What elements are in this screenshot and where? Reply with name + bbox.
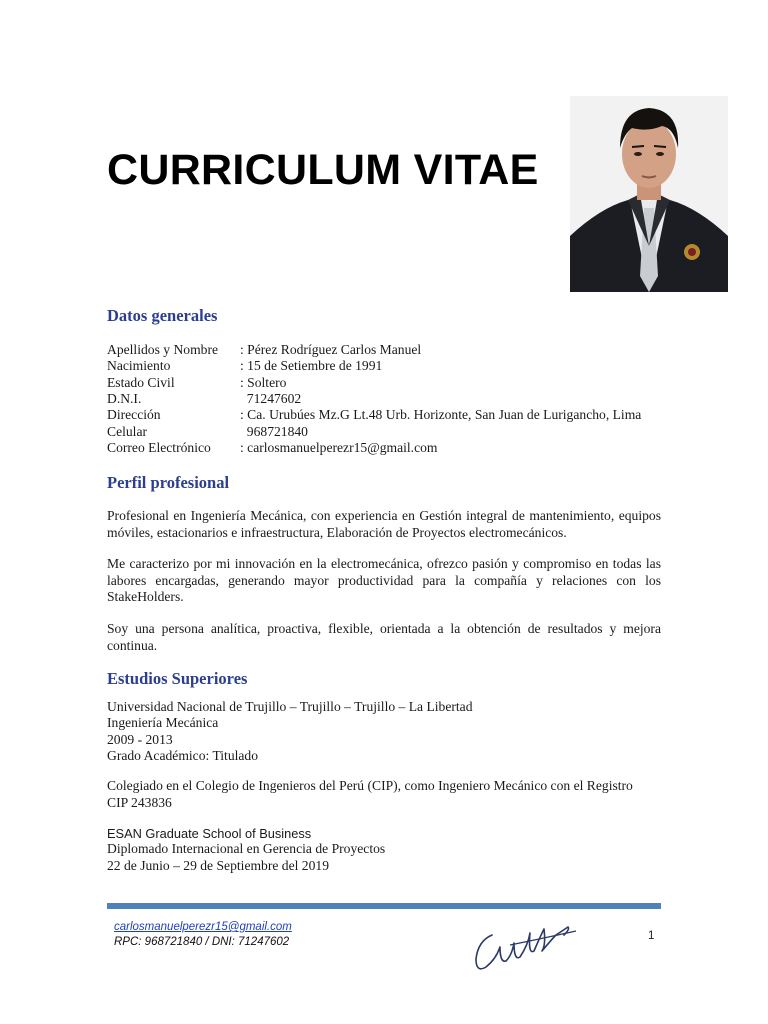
footer-divider xyxy=(107,903,661,909)
info-value: : carlosmanuelperezr15@gmail.com xyxy=(240,440,438,455)
cip-registration: Colegiado en el Colegio de Ingenieros del Perú (CIP), como Ingeniero Mecánico con el Registro CIP 243836 xyxy=(107,778,633,810)
education-diploma: Diplomado Internacional en Gerencia de Proyectos xyxy=(107,841,386,856)
profile-paragraph: Soy una persona analítica, proactiva, flexible, orientada a la obtención de resultados y mejora continua. xyxy=(107,621,661,653)
info-label: Correo Electrónico xyxy=(107,440,211,455)
info-value: 71247602 xyxy=(240,391,302,406)
info-value: 968721840 xyxy=(240,424,308,439)
section-title-datos-generales: Datos generales xyxy=(107,306,218,325)
education-years: 2009 - 2013 xyxy=(107,732,173,747)
info-label: D.N.I. xyxy=(107,391,142,406)
info-value: : Soltero xyxy=(240,375,287,390)
info-label: Dirección xyxy=(107,407,161,422)
info-label: Estado Civil xyxy=(107,375,175,390)
education-esan: ESAN Graduate School of Business xyxy=(107,826,312,841)
education-dates: 22 de Junio – 29 de Septiembre del 2019 xyxy=(107,858,329,873)
footer-email-link[interactable]: carlosmanuelperezr15@gmail.com xyxy=(114,921,292,933)
education-university: Universidad Nacional de Trujillo – Trujillo – Trujillo – La Libertad xyxy=(107,699,473,714)
info-label: Apellidos y Nombre xyxy=(107,342,219,357)
profile-paragraph: Me caracterizo por mi innovación en la electromecánica, ofrezco pasión y compromiso en todas las labores encargadas, generando mayor productividad para la compañía y relaciones con los StakeHolders. xyxy=(107,556,661,604)
page-title: CURRICULUM VITAE xyxy=(107,146,539,194)
footer-contact: RPC: 968721840 / DNI: 71247602 xyxy=(114,936,290,948)
info-label: Celular xyxy=(107,424,148,439)
profile-photo xyxy=(570,96,728,292)
page-number: 1 xyxy=(648,930,655,942)
info-value: : Pérez Rodríguez Carlos Manuel xyxy=(240,342,422,357)
portrait-image xyxy=(570,96,728,292)
info-value: : Ca. Urubúes Mz.G Lt.48 Urb. Horizonte, San Juan de Lurigancho, Lima xyxy=(240,407,642,422)
profile-paragraph: Profesional en Ingeniería Mecánica, con experiencia en Gestión integral de mantenimiento, equipos móviles, estacionarios e infraestructura, Elaboración de Proyectos electromecánicos. xyxy=(107,508,661,540)
education-degree: Grado Académico: Titulado xyxy=(107,748,259,763)
section-title-perfil: Perfil profesional xyxy=(107,473,230,492)
info-value: : 15 de Setiembre de 1991 xyxy=(240,358,383,373)
education-career: Ingeniería Mecánica xyxy=(107,715,219,730)
signature-image xyxy=(470,915,580,980)
section-title-estudios: Estudios Superiores xyxy=(107,669,248,688)
info-label: Nacimiento xyxy=(107,358,171,373)
